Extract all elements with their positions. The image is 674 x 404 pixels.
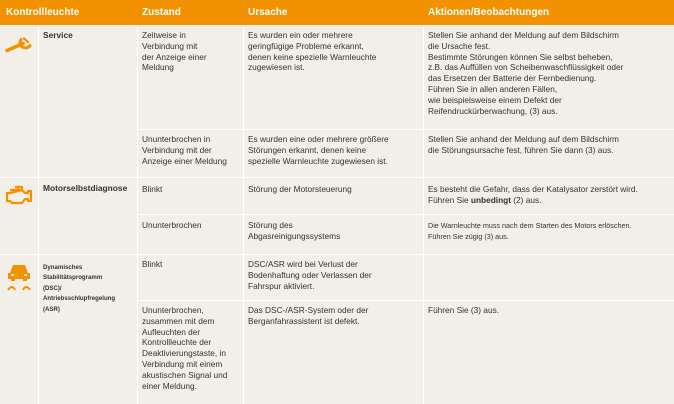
- table-row-motor: [0, 178, 674, 254]
- divider: [137, 129, 674, 130]
- dsc-ursache-1: DSC/ASR wird bei Verlust der Bodenhaftung oder Verlassen der Fahrspur aktiviert.: [248, 259, 372, 291]
- header-ursache: Ursache: [248, 7, 288, 18]
- service-ursache-1: Es wurden ein oder mehrere geringfügige Probleme erkannt, denen keine spezielle Warnleuchte zugewiesen ist.: [248, 30, 377, 73]
- dsc-aktion-2: Führen Sie (3) aus.: [428, 305, 500, 315]
- table-row-service: [0, 26, 674, 177]
- divider: [38, 255, 39, 404]
- service-zustand-2: Ununterbrochen in Verbindung mit der Anzeige einer Meldung: [142, 134, 227, 166]
- service-aktion-1: Stellen Sie anhand der Meldung auf dem Bildschirm die Ursache fest. Bestimmte Störungen können Sie selbst beheben, z.B. das Auffüllen von Scheibenwaschflüssigkeit oder das Ersetzen der Batterie der Fernbedienung. Führen Sie in allen anderen Fällen, wie beispielsweise einem Defekt der Reifendruckürberwachung, (3) aus.: [428, 30, 624, 116]
- motor-aktion-1: [428, 184, 672, 206]
- motor-icon-cell: [0, 178, 38, 254]
- dsc-ursache-2: Das DSC-/ASR-System oder der Berganfahrassistent ist defekt.: [248, 305, 369, 326]
- divider: [137, 300, 674, 301]
- divider: [137, 26, 138, 177]
- service-label: Service: [43, 30, 73, 40]
- divider: [137, 214, 674, 215]
- divider: [423, 255, 424, 404]
- motor-aktion-1-suffix: (2) aus.: [510, 194, 542, 205]
- dsc-label: Dynamisches Stabilitätsprogramm (DSC)/ Antriebsschlupfregelung (ASR): [43, 264, 116, 313]
- divider: [243, 26, 244, 177]
- motor-zustand-1: Blinkt: [142, 184, 163, 194]
- divider: [423, 178, 424, 254]
- divider: [243, 178, 244, 254]
- divider: [137, 178, 138, 254]
- wrench-icon: [4, 36, 34, 54]
- service-zustand-1: Zeitweise in Verbindung mit der Anzeige einer Meldung: [142, 30, 207, 73]
- divider: [423, 26, 424, 177]
- service-ursache-2: Es wurden eine oder mehrere größere Störungen erkannt, denen keine spezielle Warnleuchte zugewiesen ist.: [248, 134, 389, 166]
- motor-aktion-1-text: Es besteht die Gefahr, dass der Katalysator zerstört wird. Führen Sie: [428, 184, 638, 205]
- motor-ursache-1: Störung der Motorsteuerung: [248, 184, 352, 194]
- table-header: [0, 0, 674, 25]
- header-aktionen: Aktionen/Beobachtungen: [428, 7, 550, 18]
- motor-aktion-1-emphasis: unbedingt: [470, 194, 511, 205]
- service-aktion-2: Stellen Sie anhand der Meldung auf dem Bildschirm die Störungsursache fest, führen Sie dann (3) aus.: [428, 134, 619, 155]
- divider: [38, 178, 39, 254]
- header-kontrollleuchte: Kontrollleuchte: [6, 7, 80, 18]
- motor-zustand-2: Ununterbrochen: [142, 220, 202, 230]
- skidding-car-icon: [4, 260, 34, 292]
- motor-label: Motorselbstdiagnose: [43, 183, 128, 193]
- dsc-zustand-2: Ununterbrochen, zusammen mit dem Aufleuchten der Kontrollleuchte der Deaktivierungstaste, in Verbindung mit einem akustischen Signal und einer Meldung.: [142, 305, 228, 391]
- divider: [243, 255, 244, 404]
- service-icon-cell: [0, 26, 38, 177]
- divider: [137, 255, 138, 404]
- divider: [38, 26, 39, 177]
- dsc-zustand-1: Blinkt: [142, 259, 163, 269]
- dsc-icon-cell: [0, 255, 38, 404]
- table-row-dsc: [0, 255, 674, 404]
- motor-aktion-2: Die Warnleuchte muss nach dem Starten des Motors erlöschen. Führen Sie zügig (3) aus.: [428, 221, 632, 241]
- motor-ursache-2: Störung des Abgasreinigungssystems: [248, 220, 341, 241]
- header-zustand: Zustand: [142, 7, 181, 18]
- engine-icon: [4, 184, 34, 208]
